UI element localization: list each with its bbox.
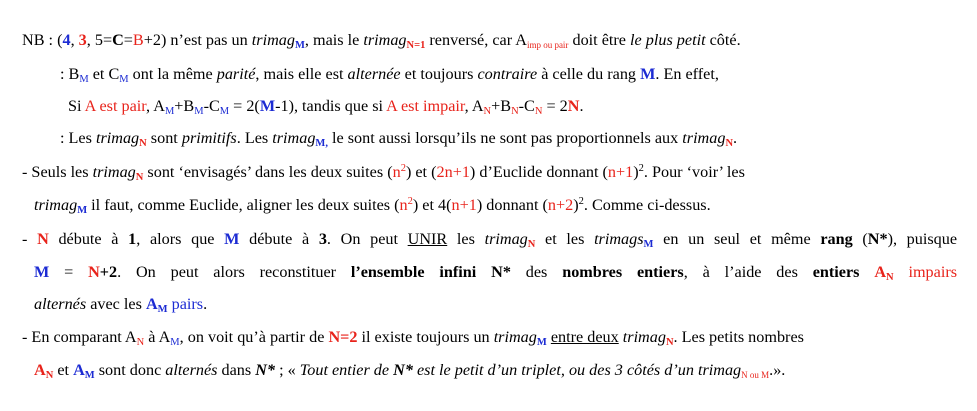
parity-line: [60, 64, 719, 84]
text-run: A: [145, 295, 158, 313]
subscript: M: [194, 106, 204, 117]
text-run: trimag: [272, 129, 316, 147]
subscript: M: [119, 74, 129, 85]
text-run: il faut, comme Euclide, aligner les deux suites (: [87, 196, 400, 214]
text-run: trimag: [363, 31, 407, 49]
subscript: N=1: [406, 40, 426, 51]
text-run: A: [73, 361, 85, 379]
text-run: 4: [62, 31, 71, 49]
superscript: 2: [638, 163, 644, 174]
subscript: N: [534, 106, 543, 117]
text-run: primitifs: [181, 129, 237, 147]
text-run: ) d’Euclide donnant (: [469, 163, 608, 181]
text-run: Tout entier de: [299, 361, 394, 379]
text-run: - En comparant A: [22, 328, 137, 346]
text-run: ont la même: [128, 65, 217, 83]
subscript: M: [77, 205, 88, 216]
text-run: le sont aussi lorsqu’ils ne sont pas proportionnels aux: [327, 129, 683, 147]
text-run: trimag: [95, 129, 140, 147]
text-run: et toujours: [400, 65, 478, 83]
text-run: trimag: [484, 230, 528, 248]
comparison-line: [22, 327, 804, 347]
formula-line: [68, 96, 584, 116]
text-run: N: [37, 230, 49, 248]
text-run: N=2: [328, 328, 358, 346]
text-run: le plus petit: [630, 31, 706, 49]
text-run: = 2(: [229, 97, 260, 115]
superscript: 2: [407, 196, 413, 207]
subscript: N: [45, 370, 54, 381]
text-run: impairs: [893, 263, 958, 281]
text-run: B: [132, 31, 144, 49]
text-run: A: [34, 361, 46, 379]
text-run: entiers: [812, 263, 860, 281]
text-run: ,: [70, 31, 79, 49]
text-run: trimag: [493, 328, 537, 346]
text-run: =: [123, 31, 133, 49]
text-run: . En effet,: [655, 65, 719, 83]
text-run: N*: [255, 361, 276, 379]
text-run: (: [852, 230, 868, 248]
subscript: N: [527, 239, 536, 250]
subscript: M: [84, 370, 95, 381]
subscript: N: [886, 272, 894, 283]
text-run: en un seul et même: [653, 230, 821, 248]
text-run: alternée: [347, 65, 401, 83]
subscript: N: [135, 172, 144, 183]
subscript: M: [164, 106, 175, 117]
text-run: nombres entiers: [562, 263, 684, 281]
text-run: à A: [144, 328, 171, 346]
text-run: +B: [491, 97, 512, 115]
text-run: ; «: [275, 361, 300, 379]
text-run: et les: [535, 230, 595, 248]
text-run: +2: [99, 263, 118, 281]
text-run: trimag: [34, 196, 78, 214]
text-run: . On peut: [326, 230, 408, 248]
text-run: et: [53, 361, 74, 379]
text-run: est le petit d’un triplet, ou des 3 côtés d’un trimag: [412, 361, 742, 379]
text-run: n: [392, 163, 401, 181]
text-run: , A: [146, 97, 165, 115]
quote-line: [34, 360, 785, 380]
text-run: trimag: [251, 31, 295, 49]
text-run: trimag: [622, 328, 666, 346]
text-run: UNIR: [407, 230, 448, 248]
text-run: Si: [68, 97, 85, 115]
text-run: A est pair: [84, 97, 147, 115]
text-run: n: [399, 196, 408, 214]
text-run: .: [203, 295, 208, 313]
text-run: : B: [60, 65, 80, 83]
text-run: ): [573, 196, 579, 214]
text-run: rang: [820, 230, 853, 248]
text-run: = 2: [542, 97, 568, 115]
text-run: avec les: [86, 295, 146, 313]
text-run: ) et 4(: [412, 196, 452, 214]
text-run: .: [579, 97, 584, 115]
text-run: M: [259, 97, 276, 115]
text-run: , on voit qu’à partir de: [179, 328, 329, 346]
text-run: 1: [128, 230, 137, 248]
subscript: N: [483, 106, 492, 117]
text-run: côté.: [705, 31, 741, 49]
text-run: trimags: [594, 230, 644, 248]
text-run: trimag: [92, 163, 136, 181]
text-run: renversé, car A: [425, 31, 527, 49]
text-run: ) donnant (: [476, 196, 548, 214]
text-run: débute à: [239, 230, 319, 248]
text-run: doit être: [568, 31, 631, 49]
infinite-set-line: [34, 262, 957, 282]
text-run: A: [874, 263, 887, 281]
text-run: sont: [146, 129, 182, 147]
subscript: N: [136, 337, 145, 348]
subscript: N ou M: [741, 370, 770, 380]
text-run: contraire: [477, 65, 538, 83]
text-run: . Les petits nombres: [673, 328, 804, 346]
text-run: .: [733, 129, 738, 147]
text-run: ), puisque: [887, 230, 958, 248]
euclid-line-2: [34, 195, 711, 215]
text-run: - Seuls les: [22, 163, 93, 181]
text-run: =: [49, 263, 89, 281]
text-run: n+1: [607, 163, 634, 181]
text-run: , alors que: [136, 230, 225, 248]
subscript: M: [219, 106, 230, 117]
text-run: pairs: [167, 295, 204, 313]
nb-line: [22, 30, 741, 50]
text-run: N*: [393, 361, 413, 379]
subscript: imp ou pair: [526, 40, 569, 50]
text-run: , à l’aide des: [683, 263, 813, 281]
text-run: A est impair: [386, 97, 465, 115]
superscript: 2: [400, 163, 406, 174]
text-run: 2n+1: [436, 163, 470, 181]
text-run: N: [567, 97, 580, 115]
text-run: .».: [769, 361, 786, 379]
text-run: +B: [174, 97, 195, 115]
subscript: M,: [315, 138, 328, 149]
text-run: -: [22, 230, 38, 248]
subscript: M: [294, 40, 305, 51]
text-run: 3: [78, 31, 87, 49]
text-run: l’ensemble infini N*: [350, 263, 511, 281]
subscript: M: [79, 74, 89, 85]
text-run: C: [112, 31, 124, 49]
text-run: à celle du rang: [537, 65, 641, 83]
text-run: , 5=: [86, 31, 113, 49]
subscript: M: [170, 337, 180, 348]
text-run: [859, 263, 874, 281]
subscript: M: [157, 304, 168, 315]
text-run: trimag: [682, 129, 726, 147]
text-run: , A: [464, 97, 484, 115]
text-run: des: [510, 263, 563, 281]
text-run: parité: [216, 65, 256, 83]
text-run: : Les: [60, 129, 96, 147]
text-run: M: [224, 230, 240, 248]
text-run: alternés: [165, 361, 218, 379]
text-run: . Comme ci-dessus.: [583, 196, 711, 214]
text-run: n+2: [547, 196, 574, 214]
text-run: M: [640, 65, 656, 83]
text-run: , mais elle est: [255, 65, 348, 83]
text-run: . Les: [236, 129, 273, 147]
text-run: -C: [203, 97, 220, 115]
text-run: , mais le: [304, 31, 364, 49]
subscript: M: [643, 239, 654, 250]
text-run: entre deux: [550, 328, 619, 346]
primitive-line: [60, 128, 737, 148]
subscript: N: [139, 138, 147, 149]
alternated-line: [34, 294, 207, 314]
subscript: M: [536, 337, 547, 348]
text-run: les: [447, 230, 485, 248]
text-run: -C: [518, 97, 535, 115]
unir-line: [22, 229, 957, 249]
text-run: et C: [88, 65, 120, 83]
text-run: sont donc: [94, 361, 166, 379]
text-run: N: [88, 263, 100, 281]
subscript: N: [725, 138, 734, 149]
superscript: 2: [578, 196, 584, 207]
text-run: 3: [318, 230, 327, 248]
text-run: il existe toujours un: [357, 328, 494, 346]
text-run: +2) n’est pas un: [143, 31, 252, 49]
text-run: -1), tandis que si: [275, 97, 387, 115]
text-run: ): [633, 163, 639, 181]
text-run: . On peut alors reconstituer: [117, 263, 351, 281]
text-run: N*: [867, 230, 888, 248]
text-run: débute à: [48, 230, 129, 248]
subscript: N: [665, 337, 674, 348]
euclid-line: [22, 162, 745, 182]
text-run: ) et (: [405, 163, 437, 181]
text-run: M: [34, 263, 50, 281]
text-run: n+1: [451, 196, 477, 214]
text-run: NB : (: [22, 31, 63, 49]
subscript: N: [511, 106, 519, 117]
text-run: sont ‘envisagés’ dans les deux suites (: [143, 163, 393, 181]
text-run: alternés: [34, 295, 87, 313]
text-run: . Pour ‘voir’ les: [643, 163, 745, 181]
text-run: dans: [217, 361, 256, 379]
